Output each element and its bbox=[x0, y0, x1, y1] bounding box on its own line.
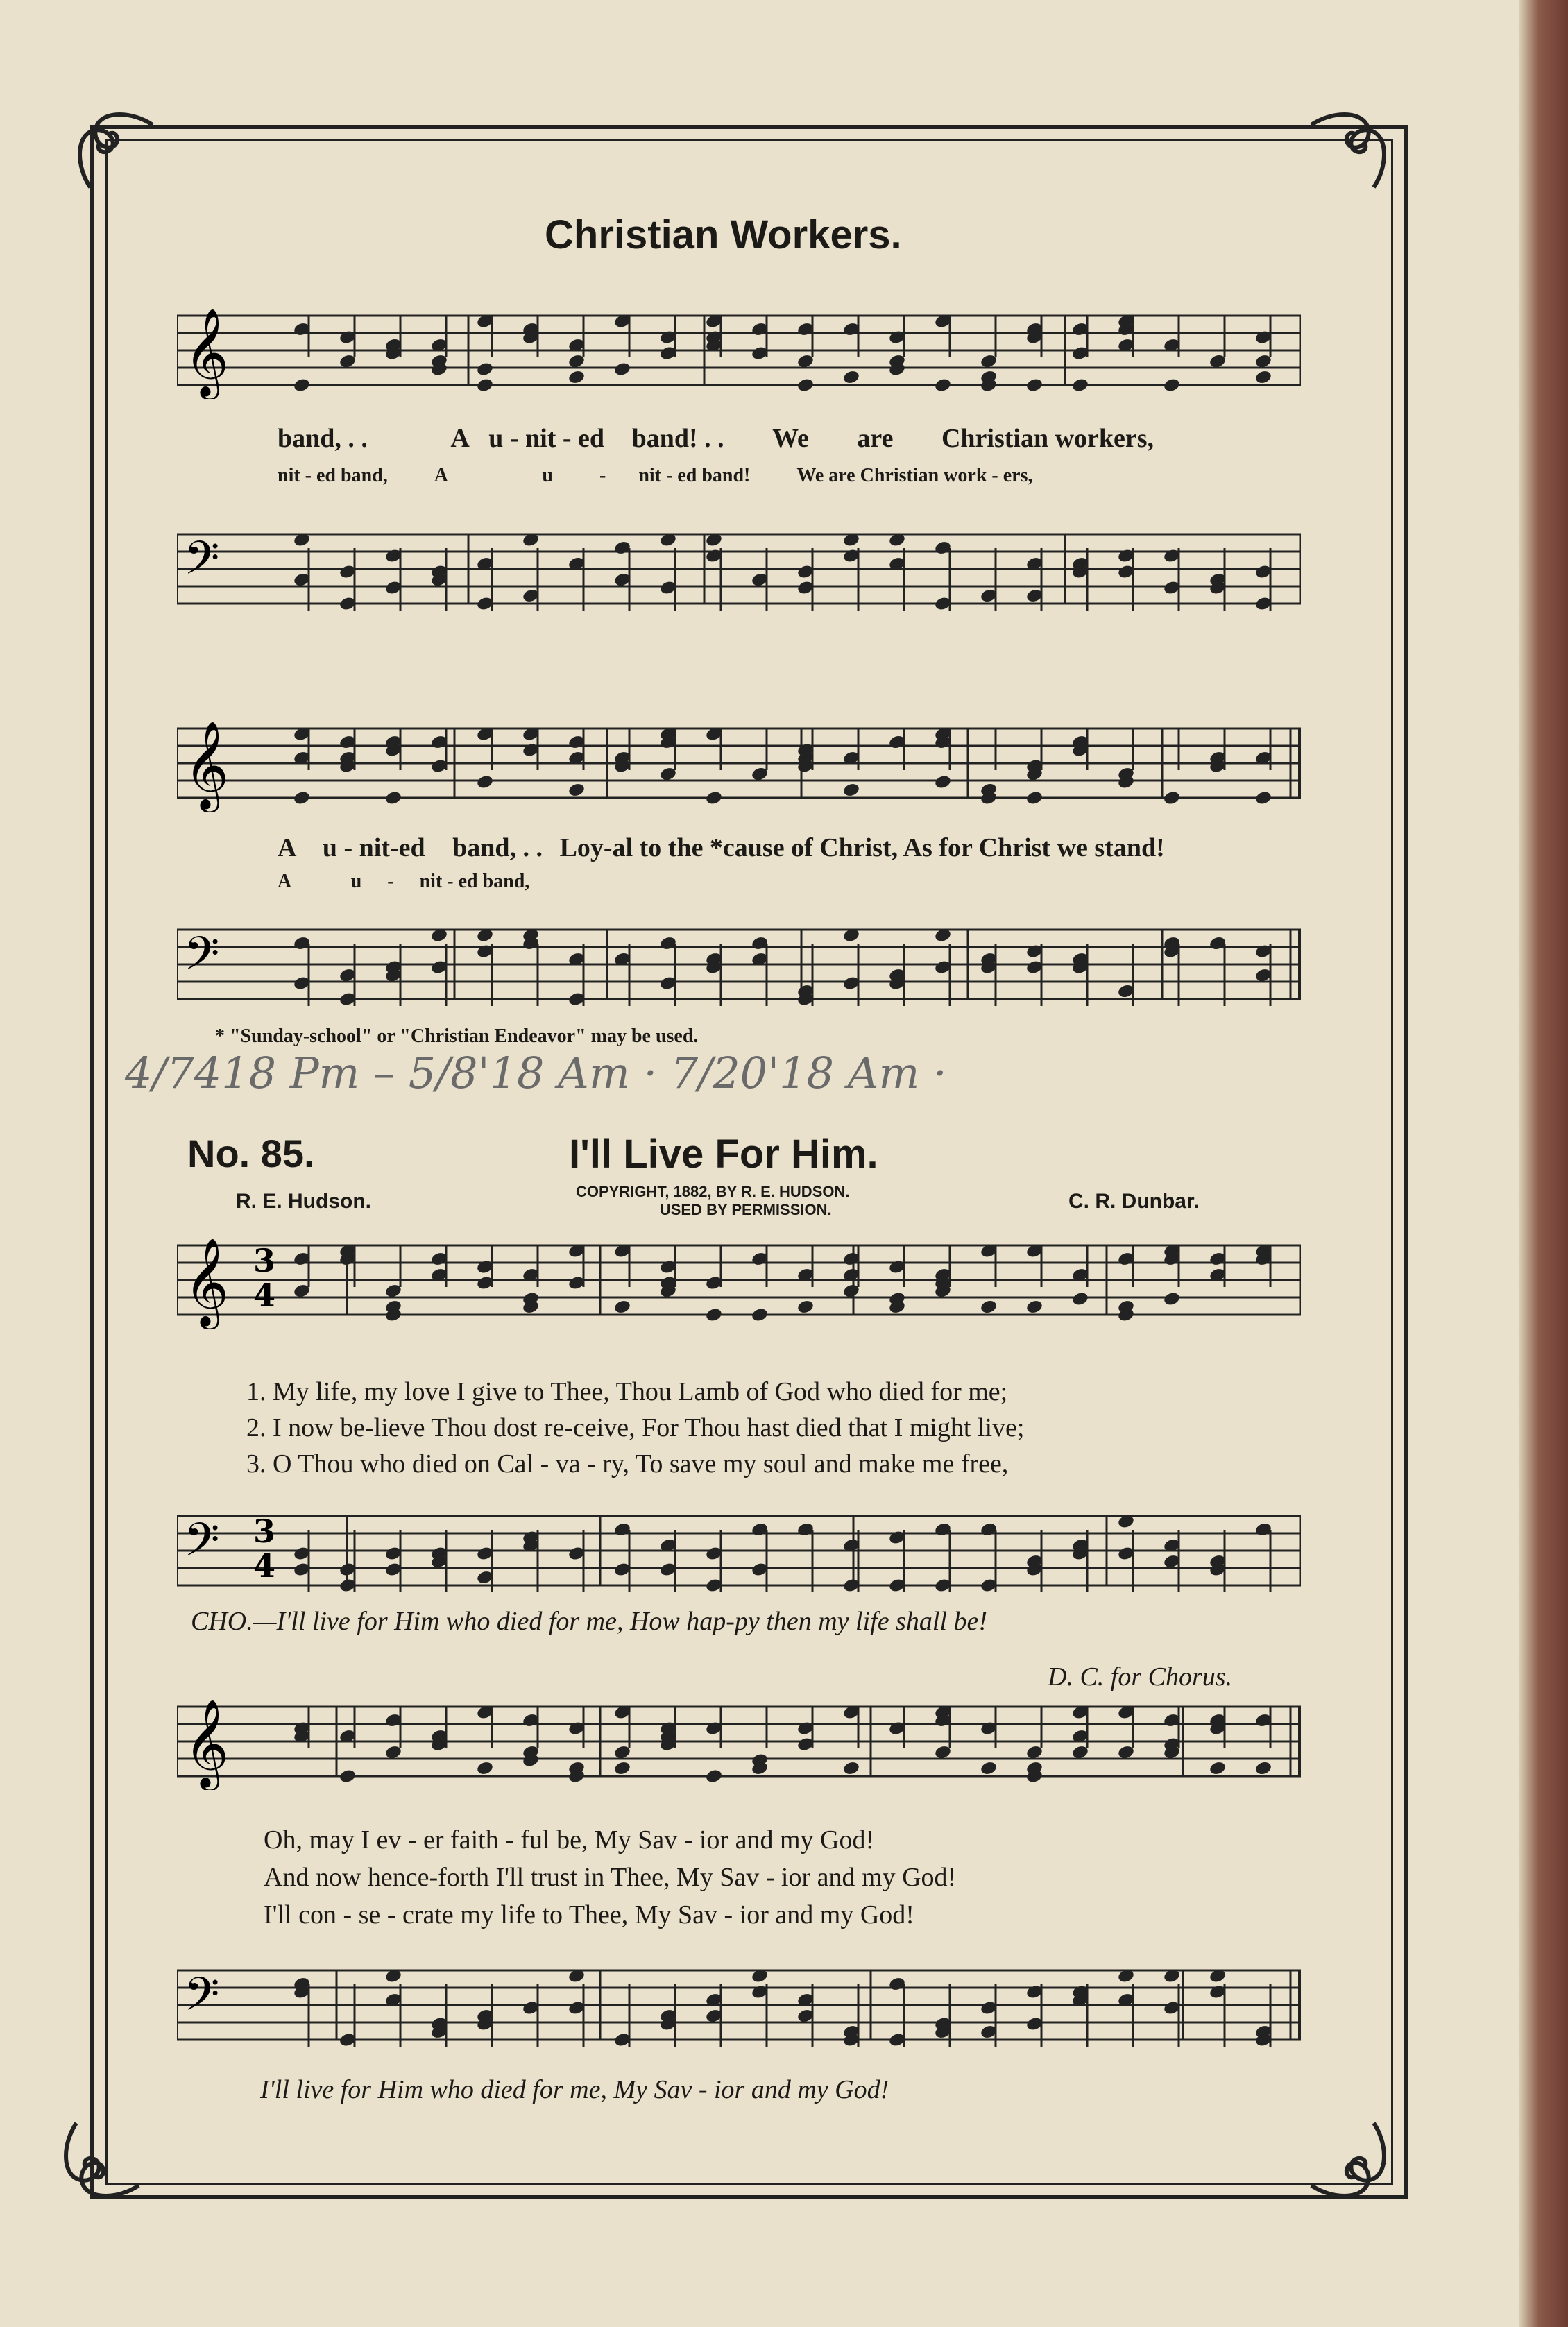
note-head bbox=[934, 774, 952, 790]
bass-staff-2 bbox=[177, 923, 1301, 1013]
svg-text:𝄢: 𝄢 bbox=[184, 531, 220, 596]
note-head bbox=[568, 782, 586, 798]
verse-block-2: Oh, may I ev - er faith - ful be, My Sav - ior and my God! And now hence-forth I'll trust in Thee, My Sav - ior and my God! I'll con - se - crate my life to Thee, My Sav - ior and my God! bbox=[264, 1825, 957, 1929]
note-head bbox=[980, 1299, 998, 1315]
svg-text:𝄢: 𝄢 bbox=[184, 927, 220, 991]
svg-text:3: 3 bbox=[253, 1242, 276, 1279]
note-head bbox=[293, 377, 311, 393]
book-spine bbox=[1519, 0, 1568, 2327]
chorus-final-line: I'll live for Him who died for me, My Sav - ior and my God! bbox=[260, 2075, 889, 2104]
hymn-title: Christian Workers. bbox=[545, 212, 902, 257]
hymn-number: No. 85. bbox=[187, 1132, 315, 1175]
svg-text:𝄞: 𝄞 bbox=[184, 1238, 230, 1326]
note-head bbox=[613, 1760, 631, 1776]
corner-ornament-bottom-left bbox=[49, 2116, 146, 2213]
treble-staff-1 bbox=[177, 309, 1301, 399]
note-head bbox=[705, 790, 723, 806]
hymn-title: I'll Live For Him. bbox=[569, 1132, 878, 1177]
note-head bbox=[796, 377, 815, 393]
svg-text:4: 4 bbox=[253, 1547, 276, 1585]
note-head bbox=[339, 1768, 357, 1784]
corner-ornament-bottom-right bbox=[1304, 2116, 1401, 2213]
lyric-echo-line-2: A u - nit - ed band, bbox=[278, 871, 530, 892]
treble-staff-3 bbox=[177, 1238, 1301, 1329]
svg-text:𝄢: 𝄢 bbox=[184, 1968, 220, 2032]
corner-ornament-top-right bbox=[1304, 97, 1401, 194]
bass-staff-4 bbox=[177, 1963, 1301, 2054]
author-right: C. R. Dunbar. bbox=[1068, 1190, 1200, 1213]
author-left: R. E. Hudson. bbox=[236, 1190, 371, 1213]
note-head bbox=[842, 782, 860, 798]
corner-ornament-top-left bbox=[62, 97, 160, 194]
svg-text:𝄞: 𝄞 bbox=[184, 1700, 230, 1787]
treble-staff-2 bbox=[177, 722, 1301, 812]
note-head bbox=[1254, 790, 1272, 806]
dc-label: D. C. for Chorus. bbox=[1048, 1662, 1233, 1691]
lyric-line-1: band, . . A u - nit - ed band! . . We are Christian workers, bbox=[278, 424, 1154, 453]
note-head bbox=[476, 377, 494, 393]
note-head bbox=[476, 774, 494, 790]
footnote: * "Sunday-school" or "Christian Endeavor" may be used. bbox=[215, 1025, 699, 1047]
svg-text:𝄞: 𝄞 bbox=[184, 722, 230, 809]
note-head bbox=[705, 1307, 723, 1323]
note-head bbox=[796, 1299, 815, 1315]
handwritten-note: 4/7418 Pm – 5/8'18 Am · 7/20'18 Am · bbox=[125, 1048, 947, 1098]
note-head bbox=[1209, 1760, 1227, 1776]
note-head bbox=[842, 369, 860, 385]
svg-text:4: 4 bbox=[253, 1277, 276, 1314]
note-head bbox=[293, 790, 311, 806]
note-head bbox=[1163, 1291, 1181, 1307]
verse-block-1: 1. My life, my love I give to Thee, Thou Lamb of God who died for me; 2. I now be-lieve Thou dost re-ceive, For Thou hast died that I might live; 3. O Thou who died on Cal - va - ry, To save my soul and make me free, bbox=[246, 1377, 1025, 1478]
svg-text:3: 3 bbox=[253, 1512, 276, 1550]
note-head bbox=[705, 1768, 723, 1784]
note-head bbox=[980, 1760, 998, 1776]
lyric-line-2: A u - nit-ed band, . . Loy-al to the *cause of Christ, As for Christ we stand! bbox=[278, 833, 1165, 862]
lyric-echo-line-1: nit - ed band, A u - nit - ed band! We are Christian work - ers, bbox=[278, 465, 1033, 486]
note-head bbox=[751, 1307, 769, 1323]
note-head bbox=[1254, 369, 1272, 385]
note-head bbox=[476, 1760, 494, 1776]
note-head bbox=[384, 790, 402, 806]
treble-staff-4 bbox=[177, 1700, 1301, 1790]
note-head bbox=[613, 1299, 631, 1315]
note-head bbox=[1025, 1299, 1043, 1315]
chorus-label-line: CHO.—I'll live for Him who died for me, How hap-py then my life shall be! bbox=[191, 1607, 987, 1636]
note-head bbox=[1071, 377, 1089, 393]
note-head bbox=[613, 361, 631, 377]
note-head bbox=[568, 369, 586, 385]
note-head bbox=[1163, 790, 1181, 806]
note-head bbox=[1163, 377, 1181, 393]
note-head bbox=[1025, 790, 1043, 806]
bass-staff-1 bbox=[177, 527, 1301, 617]
bass-staff-3 bbox=[177, 1509, 1301, 1599]
note-head bbox=[1071, 1291, 1089, 1307]
note-head bbox=[476, 361, 494, 377]
svg-text:𝄢: 𝄢 bbox=[184, 1513, 220, 1578]
note-head bbox=[1025, 377, 1043, 393]
note-head bbox=[934, 377, 952, 393]
note-head bbox=[842, 1760, 860, 1776]
copyright-notice: COPYRIGHT, 1882, BY R. E. HUDSON. USED BY PERMISSION. bbox=[576, 1183, 850, 1218]
svg-text:𝄞: 𝄞 bbox=[184, 309, 230, 396]
note-head bbox=[1254, 1760, 1272, 1776]
